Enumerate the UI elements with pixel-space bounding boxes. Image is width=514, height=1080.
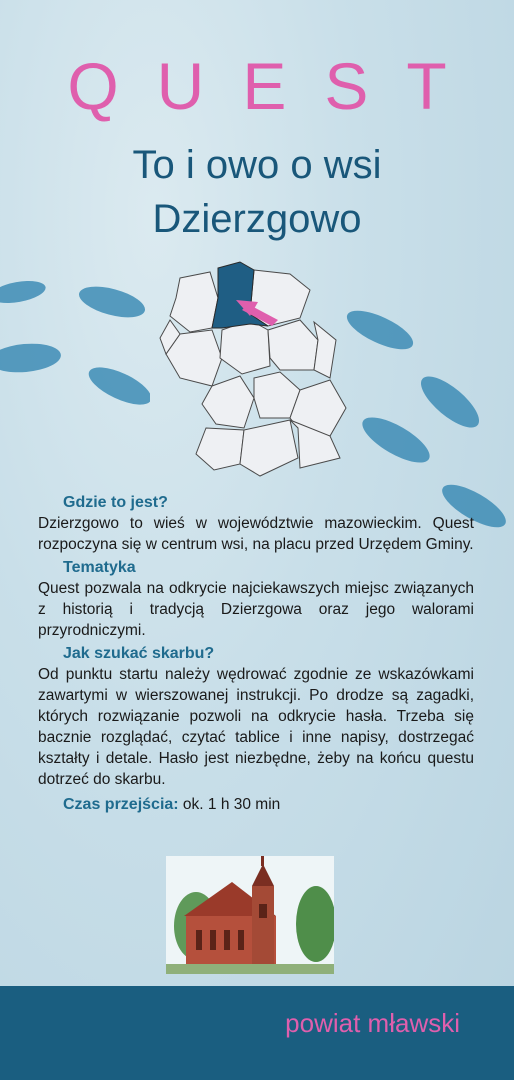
section-text-topic: Quest pozwala na odkrycie najciekawszych miejsc związanych z historią i tradycją Dzierzgowa oraz jego walorami przyrodniczymi. [38,580,474,639]
footprints-left-icon [0,270,150,410]
section-text-how: Od punktu startu należy wędrować zgodnie ze wskazówkami zawartymi w wierszowanej instrukcji. Po drodze są zagadki, których rozwiązanie pozwoli na odkrycie hasła. Trzeba się bacznie rozglądać, czytać tablice i inne napisy, dostrzegać kształty i detale. Hasło jest niezbędne, żeby na końcu questu dotrzeć do skarbu. [38,666,474,788]
footer-text: powiat mławski [285,1008,460,1038]
page-subtitle [0,138,514,246]
content-body [38,490,474,815]
time-value: ok. 1 h 30 min [182,796,281,813]
section-text-where: Dzierzgowo to wieś w województwie mazowieckim. Quest rozpoczyna się w centrum wsi, na placu przed Urzędem Gminy. [38,515,474,553]
map-icon [150,258,370,483]
subtitle-line-1: To i owo o wsi [132,143,382,187]
quest-title: QUEST [67,49,485,123]
church-illustration [166,856,334,974]
time-label: Czas przejścia: [63,796,179,813]
footer-band [0,986,514,1080]
section-heading-topic: Tematyka [63,559,136,576]
section-heading-how: Jak szukać skarbu? [63,645,215,662]
section-heading-where: Gdzie to jest? [63,494,168,511]
time-row [63,794,474,815]
subtitle-line-2: Dzierzgowo [152,197,362,241]
